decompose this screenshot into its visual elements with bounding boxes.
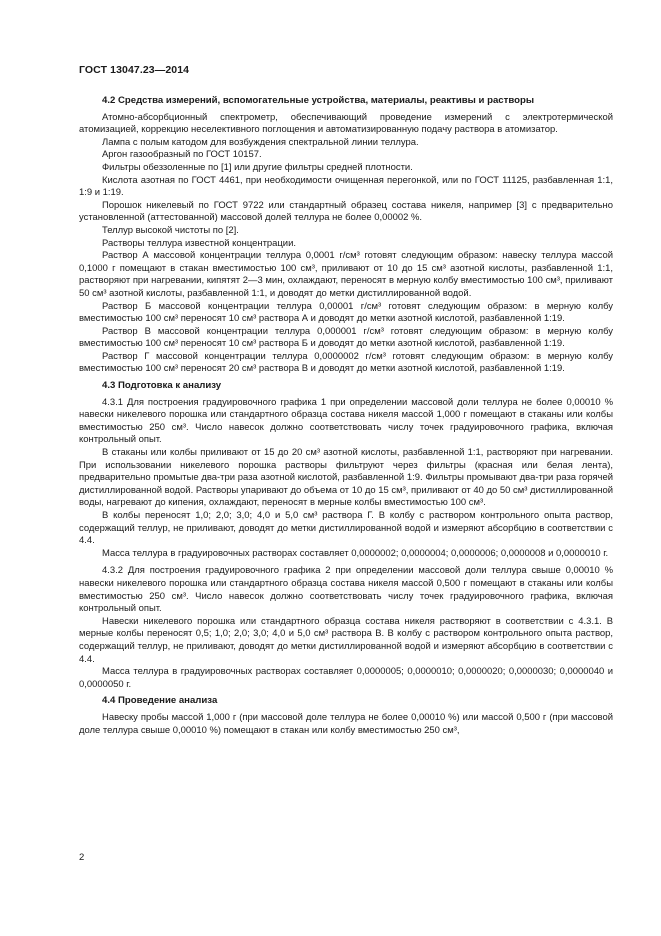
paragraph: Атомно-абсорбционный спектрометр, обеспечивающий проведение измерений с электротермической атомизацией, коррекцию неселективного поглощения и автоматизированную подачу раствора в атомизатор. xyxy=(79,111,613,136)
paragraph: Навеску пробы массой 1,000 г (при массовой доле теллура не более 0,00010 %) или массой 0,500 г (при массовой доле теллура свыше 0,00010 %) помещают в стакан или колбу вместимостью 250 см³, xyxy=(79,711,613,736)
paragraph: Теллур высокой чистоты по [2]. xyxy=(102,224,239,236)
paragraph: Кислота азотная по ГОСТ 4461, при необходимости очищенная перегонкой, или по ГОСТ 11125, разбавленная 1:1, 1:9 и 1:19. xyxy=(79,174,613,199)
paragraph: 4.3.1 Для построения градуировочного графика 1 при определении массовой доли теллура не более 0,00010 % навески никелевого порошка или стандартного образца состава никеля массой 1,000 г помещают в стаканы или колбы вместимостью 250 см³. Число навесок должно соответствовать числу точек градуировочного графика, включая контрольный опыт. xyxy=(79,396,613,446)
paragraph: Растворы теллура известной концентрации. xyxy=(102,237,296,249)
paragraph: Фильтры обеззоленные по [1] или другие фильтры средней плотности. xyxy=(102,161,413,173)
paragraph: Аргон газообразный по ГОСТ 10157. xyxy=(102,149,262,161)
paragraph: 4.3.2 Для построения градуировочного графика 2 при определении массовой доли теллура свыше 0,00010 % навески никелевого порошка или стандартного образца состава никеля массой 0,500 г помещают в стаканы или колбы вместимостью 250 см³. Число навесок должно соответствовать числу точек градуировочного графика, включая контрольный опыт. xyxy=(79,565,613,615)
paragraph: Навески никелевого порошка или стандартного образца состава никеля растворяют в соответствии с 4.3.1. В мерные колбы переносят 0,5; 1,0; 2,0; 3,0; 4,0 и 5,0 см³ раствора В. В колбу с раствором контрольного опыта раствор, содержащий теллур, не приливают, доводят до метки дистиллированной водой и измеряют абсорбцию в соответствии с 4.4. xyxy=(79,615,613,665)
paragraph: В стаканы или колбы приливают от 15 до 20 см³ азотной кислоты, разбавленной 1:1, растворяют при нагревании. При использовании никелевого порошка растворы фильтруют через фильтры (красная или белая лента), предварительно промытые два-три раза азотной кислотой, разбавленной 1:9. Фильтры промывают два-три раза горячей дистиллированной водой. Растворы упаривают до объема от 10 до 15 см³, приливают от 40 до 50 см³ дистиллированной воды, нагревают до кипения, охлаждают, переносят в мерные колбы вместимостью 100 см³. xyxy=(79,447,613,509)
paragraph: Раствор А массовой концентрации теллура 0,0001 г/см³ готовят следующим образом: навеску теллура массой 0,1000 г помещают в стакан вместимостью 100 см³, приливают от 10 до 15 см³ азотной кислоты, разбавленной 1:1, растворяют при нагревании, кипятят 2—3 мин, охлаждают, переносят в мерную колбу вместимостью 100 см³, приливают 50 см³ азотной кислоты, разбавленной 1:1, и доводят до метки дистиллированной водой. xyxy=(79,250,613,299)
section-4-3-title: 4.3 Подготовка к анализу xyxy=(102,380,222,392)
paragraph: Лампа с полым катодом для возбуждения спектральной линии теллура. xyxy=(102,136,419,148)
section-4-2-title: 4.2 Средства измерений, вспомогательные устройства, материалы, реактивы и растворы xyxy=(102,95,535,106)
document-header: ГОСТ 13047.23—2014 xyxy=(79,64,190,76)
document-body xyxy=(79,95,613,737)
page-number: 2 xyxy=(79,852,85,863)
paragraph: Масса теллура в градуировочных растворах составляет 0,0000002; 0,0000004; 0,0000006; 0,0000008 и 0,0000010 г. xyxy=(102,547,609,559)
paragraph: В колбы переносят 1,0; 2,0; 3,0; 4,0 и 5,0 см³ раствора Г. В колбу с раствором контрольного опыта раствор, содержащий теллур, не приливают, доводят до метки дистиллированной водой и измеряют абсорбцию в соответствии с 4.4. xyxy=(79,510,613,547)
paragraph: Раствор Б массовой концентрации теллура 0,00001 г/см³ готовят следующим образом: в мерную колбу вместимостью 100 см³ переносят 10 см³ раствора А и доводят до метки азотной кислотой, разбавленной 1:19. xyxy=(79,300,613,325)
paragraph: Порошок никелевый по ГОСТ 9722 или стандартный образец состава никеля, например [3] с предварительно установленной (аттестованной) массовой долей теллура не более 0,00002 %. xyxy=(79,199,613,224)
paragraph: Раствор В массовой концентрации теллура 0,000001 г/см³ готовят следующим образом: в мерную колбу вместимостью 100 см³ переносят 10 см³ раствора Б и доводят до метки азотной кислотой, разбавленной 1:19. xyxy=(79,325,613,350)
paragraph: Масса теллура в градуировочных растворах составляет 0,0000005; 0,0000010; 0,0000020; 0,0000030; 0,0000040 и 0,0000050 г. xyxy=(79,666,613,690)
paragraph: Раствор Г массовой концентрации теллура 0,0000002 г/см³ готовят следующим образом: в мерную колбу вместимостью 100 см³ переносят 20 см³ раствора В и доводят до метки азотной кислотой, разбавленной 1:19. xyxy=(79,350,613,375)
section-4-4-title: 4.4 Проведение анализа xyxy=(102,695,218,707)
